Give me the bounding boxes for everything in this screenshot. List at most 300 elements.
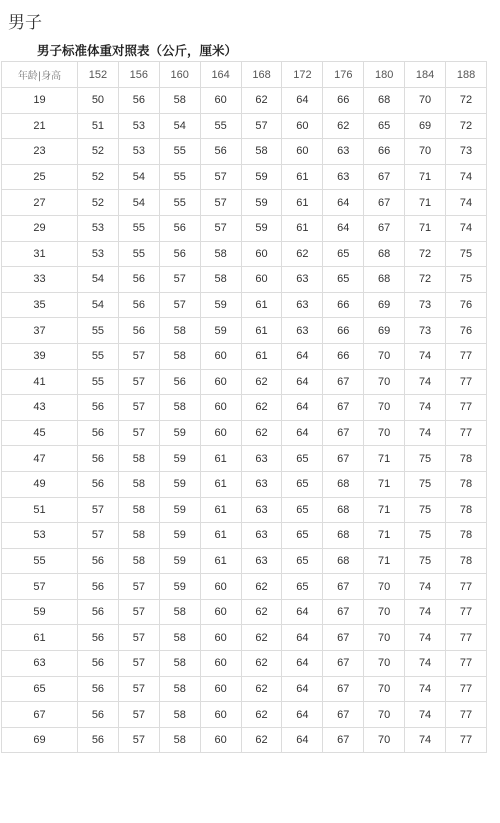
weight-cell: 66 bbox=[323, 292, 364, 318]
table-row bbox=[2, 113, 487, 139]
weight-cell: 67 bbox=[323, 676, 364, 702]
weight-cell: 65 bbox=[282, 574, 323, 600]
weight-cell: 56 bbox=[78, 574, 119, 600]
weight-cell: 64 bbox=[282, 343, 323, 369]
weight-cell: 63 bbox=[323, 164, 364, 190]
weight-cell: 55 bbox=[78, 369, 119, 395]
age-cell: 27 bbox=[2, 190, 78, 216]
weight-cell: 63 bbox=[282, 318, 323, 344]
weight-cell: 50 bbox=[78, 88, 119, 114]
weight-cell: 63 bbox=[241, 523, 282, 549]
weight-cell: 68 bbox=[364, 241, 405, 267]
weight-cell: 60 bbox=[200, 343, 241, 369]
weight-cell: 74 bbox=[405, 702, 446, 728]
weight-cell: 63 bbox=[241, 446, 282, 472]
weight-cell: 57 bbox=[200, 190, 241, 216]
weight-cell: 78 bbox=[446, 471, 487, 497]
weight-cell: 65 bbox=[282, 446, 323, 472]
weight-cell: 67 bbox=[323, 651, 364, 677]
age-cell: 59 bbox=[2, 599, 78, 625]
weight-cell: 62 bbox=[282, 241, 323, 267]
weight-cell: 58 bbox=[159, 727, 200, 753]
weight-cell: 78 bbox=[446, 523, 487, 549]
weight-cell: 70 bbox=[364, 599, 405, 625]
weight-cell: 75 bbox=[446, 267, 487, 293]
weight-cell: 60 bbox=[200, 625, 241, 651]
weight-cell: 58 bbox=[118, 446, 159, 472]
weight-cell: 71 bbox=[405, 190, 446, 216]
weight-cell: 60 bbox=[200, 395, 241, 421]
age-cell: 61 bbox=[2, 625, 78, 651]
weight-cell: 75 bbox=[405, 497, 446, 523]
weight-cell: 70 bbox=[364, 420, 405, 446]
weight-cell: 75 bbox=[446, 241, 487, 267]
weight-cell: 77 bbox=[446, 702, 487, 728]
weight-cell: 60 bbox=[200, 702, 241, 728]
weight-cell: 74 bbox=[405, 599, 446, 625]
table-row bbox=[2, 727, 487, 753]
weight-cell: 72 bbox=[446, 88, 487, 114]
age-cell: 39 bbox=[2, 343, 78, 369]
weight-cell: 54 bbox=[118, 190, 159, 216]
weight-cell: 74 bbox=[446, 190, 487, 216]
weight-cell: 58 bbox=[159, 676, 200, 702]
age-cell: 25 bbox=[2, 164, 78, 190]
weight-cell: 53 bbox=[118, 113, 159, 139]
weight-cell: 57 bbox=[118, 574, 159, 600]
weight-cell: 58 bbox=[200, 241, 241, 267]
weight-cell: 73 bbox=[446, 139, 487, 165]
weight-cell: 77 bbox=[446, 727, 487, 753]
weight-cell: 62 bbox=[241, 599, 282, 625]
weight-cell: 63 bbox=[241, 471, 282, 497]
weight-table bbox=[1, 61, 487, 753]
height-header: 164 bbox=[200, 62, 241, 88]
weight-cell: 61 bbox=[200, 446, 241, 472]
age-cell: 37 bbox=[2, 318, 78, 344]
table-row bbox=[2, 497, 487, 523]
height-header: 176 bbox=[323, 62, 364, 88]
weight-cell: 58 bbox=[159, 702, 200, 728]
weight-cell: 73 bbox=[405, 318, 446, 344]
weight-cell: 77 bbox=[446, 625, 487, 651]
table-body bbox=[2, 88, 487, 753]
weight-cell: 68 bbox=[323, 471, 364, 497]
weight-cell: 56 bbox=[118, 318, 159, 344]
weight-cell: 62 bbox=[241, 369, 282, 395]
weight-cell: 56 bbox=[159, 369, 200, 395]
age-cell: 21 bbox=[2, 113, 78, 139]
weight-cell: 64 bbox=[282, 727, 323, 753]
weight-cell: 64 bbox=[282, 676, 323, 702]
weight-cell: 78 bbox=[446, 497, 487, 523]
age-cell: 51 bbox=[2, 497, 78, 523]
weight-cell: 60 bbox=[200, 727, 241, 753]
weight-cell: 64 bbox=[282, 369, 323, 395]
age-cell: 41 bbox=[2, 369, 78, 395]
weight-cell: 67 bbox=[364, 215, 405, 241]
age-cell: 55 bbox=[2, 548, 78, 574]
weight-cell: 74 bbox=[405, 343, 446, 369]
weight-cell: 74 bbox=[405, 574, 446, 600]
weight-cell: 58 bbox=[159, 88, 200, 114]
weight-cell: 60 bbox=[282, 113, 323, 139]
age-cell: 29 bbox=[2, 215, 78, 241]
weight-cell: 57 bbox=[241, 113, 282, 139]
table-row bbox=[2, 548, 487, 574]
weight-cell: 57 bbox=[118, 702, 159, 728]
weight-cell: 65 bbox=[323, 241, 364, 267]
weight-cell: 60 bbox=[282, 139, 323, 165]
weight-cell: 58 bbox=[159, 343, 200, 369]
weight-cell: 61 bbox=[200, 497, 241, 523]
weight-cell: 74 bbox=[405, 369, 446, 395]
weight-cell: 68 bbox=[364, 88, 405, 114]
weight-cell: 56 bbox=[78, 625, 119, 651]
weight-cell: 58 bbox=[118, 548, 159, 574]
weight-cell: 59 bbox=[200, 318, 241, 344]
weight-cell: 71 bbox=[364, 471, 405, 497]
weight-cell: 54 bbox=[78, 292, 119, 318]
weight-cell: 78 bbox=[446, 446, 487, 472]
weight-cell: 61 bbox=[282, 164, 323, 190]
weight-cell: 61 bbox=[282, 215, 323, 241]
weight-cell: 61 bbox=[200, 471, 241, 497]
table-title: 男子标准体重对照表（公斤，厘米） bbox=[37, 43, 238, 58]
weight-cell: 56 bbox=[78, 446, 119, 472]
table-row bbox=[2, 625, 487, 651]
weight-cell: 77 bbox=[446, 599, 487, 625]
weight-cell: 61 bbox=[241, 292, 282, 318]
weight-cell: 74 bbox=[405, 676, 446, 702]
weight-cell: 71 bbox=[405, 164, 446, 190]
weight-cell: 67 bbox=[323, 446, 364, 472]
weight-cell: 64 bbox=[282, 395, 323, 421]
weight-cell: 62 bbox=[323, 113, 364, 139]
weight-cell: 70 bbox=[405, 139, 446, 165]
age-cell: 23 bbox=[2, 139, 78, 165]
table-row bbox=[2, 446, 487, 472]
height-header: 156 bbox=[118, 62, 159, 88]
weight-cell: 77 bbox=[446, 574, 487, 600]
weight-cell: 57 bbox=[118, 343, 159, 369]
weight-cell: 55 bbox=[118, 215, 159, 241]
weight-cell: 63 bbox=[241, 548, 282, 574]
weight-cell: 68 bbox=[364, 267, 405, 293]
weight-cell: 56 bbox=[78, 548, 119, 574]
height-header: 160 bbox=[159, 62, 200, 88]
weight-cell: 70 bbox=[364, 369, 405, 395]
weight-cell: 67 bbox=[323, 599, 364, 625]
weight-cell: 60 bbox=[241, 241, 282, 267]
weight-cell: 63 bbox=[323, 139, 364, 165]
table-row bbox=[2, 395, 487, 421]
weight-cell: 62 bbox=[241, 727, 282, 753]
weight-cell: 71 bbox=[364, 497, 405, 523]
weight-cell: 74 bbox=[405, 625, 446, 651]
weight-cell: 67 bbox=[364, 164, 405, 190]
weight-cell: 54 bbox=[78, 267, 119, 293]
weight-cell: 64 bbox=[282, 651, 323, 677]
weight-cell: 55 bbox=[200, 113, 241, 139]
weight-cell: 65 bbox=[282, 471, 323, 497]
page-heading: 男子 bbox=[8, 13, 42, 33]
weight-cell: 58 bbox=[159, 625, 200, 651]
weight-cell: 66 bbox=[323, 343, 364, 369]
weight-cell: 64 bbox=[282, 420, 323, 446]
height-header: 184 bbox=[405, 62, 446, 88]
weight-cell: 74 bbox=[405, 651, 446, 677]
weight-cell: 67 bbox=[364, 190, 405, 216]
age-cell: 45 bbox=[2, 420, 78, 446]
weight-cell: 58 bbox=[118, 497, 159, 523]
weight-cell: 56 bbox=[78, 420, 119, 446]
weight-cell: 61 bbox=[282, 190, 323, 216]
weight-cell: 67 bbox=[323, 727, 364, 753]
table-row bbox=[2, 471, 487, 497]
weight-cell: 56 bbox=[118, 267, 159, 293]
weight-cell: 77 bbox=[446, 343, 487, 369]
weight-cell: 59 bbox=[159, 548, 200, 574]
weight-cell: 66 bbox=[364, 139, 405, 165]
weight-cell: 62 bbox=[241, 702, 282, 728]
weight-cell: 56 bbox=[78, 395, 119, 421]
weight-cell: 62 bbox=[241, 88, 282, 114]
weight-cell: 58 bbox=[118, 523, 159, 549]
weight-cell: 58 bbox=[118, 471, 159, 497]
weight-cell: 56 bbox=[78, 727, 119, 753]
weight-cell: 70 bbox=[364, 343, 405, 369]
age-cell: 19 bbox=[2, 88, 78, 114]
table-row bbox=[2, 599, 487, 625]
weight-cell: 60 bbox=[200, 651, 241, 677]
weight-cell: 56 bbox=[159, 241, 200, 267]
table-row bbox=[2, 676, 487, 702]
weight-cell: 78 bbox=[446, 548, 487, 574]
weight-cell: 74 bbox=[446, 164, 487, 190]
weight-cell: 55 bbox=[159, 164, 200, 190]
table-row bbox=[2, 369, 487, 395]
weight-cell: 57 bbox=[118, 420, 159, 446]
table-row bbox=[2, 343, 487, 369]
weight-cell: 72 bbox=[446, 113, 487, 139]
weight-cell: 71 bbox=[364, 523, 405, 549]
table-row bbox=[2, 88, 487, 114]
age-cell: 65 bbox=[2, 676, 78, 702]
weight-cell: 60 bbox=[200, 599, 241, 625]
height-header: 188 bbox=[446, 62, 487, 88]
height-header: 168 bbox=[241, 62, 282, 88]
weight-cell: 59 bbox=[159, 471, 200, 497]
weight-cell: 63 bbox=[282, 267, 323, 293]
age-cell: 35 bbox=[2, 292, 78, 318]
table-row bbox=[2, 215, 487, 241]
weight-cell: 62 bbox=[241, 625, 282, 651]
weight-cell: 58 bbox=[159, 318, 200, 344]
weight-cell: 70 bbox=[364, 676, 405, 702]
weight-cell: 65 bbox=[364, 113, 405, 139]
weight-cell: 56 bbox=[78, 599, 119, 625]
weight-cell: 60 bbox=[200, 676, 241, 702]
weight-cell: 67 bbox=[323, 420, 364, 446]
weight-cell: 65 bbox=[323, 267, 364, 293]
weight-cell: 59 bbox=[241, 215, 282, 241]
weight-cell: 53 bbox=[78, 241, 119, 267]
weight-cell: 52 bbox=[78, 190, 119, 216]
weight-cell: 76 bbox=[446, 318, 487, 344]
weight-cell: 61 bbox=[241, 318, 282, 344]
weight-cell: 62 bbox=[241, 574, 282, 600]
weight-cell: 52 bbox=[78, 164, 119, 190]
weight-cell: 75 bbox=[405, 471, 446, 497]
weight-cell: 77 bbox=[446, 420, 487, 446]
weight-cell: 71 bbox=[364, 548, 405, 574]
weight-cell: 58 bbox=[200, 267, 241, 293]
age-cell: 57 bbox=[2, 574, 78, 600]
weight-cell: 64 bbox=[323, 215, 364, 241]
weight-cell: 74 bbox=[446, 215, 487, 241]
weight-cell: 61 bbox=[200, 523, 241, 549]
weight-cell: 59 bbox=[159, 497, 200, 523]
weight-cell: 75 bbox=[405, 548, 446, 574]
weight-cell: 71 bbox=[405, 215, 446, 241]
weight-cell: 62 bbox=[241, 420, 282, 446]
weight-cell: 62 bbox=[241, 395, 282, 421]
weight-cell: 57 bbox=[200, 215, 241, 241]
weight-cell: 70 bbox=[405, 88, 446, 114]
age-cell: 33 bbox=[2, 267, 78, 293]
height-header: 180 bbox=[364, 62, 405, 88]
weight-cell: 56 bbox=[78, 651, 119, 677]
weight-cell: 61 bbox=[241, 343, 282, 369]
age-cell: 69 bbox=[2, 727, 78, 753]
weight-cell: 67 bbox=[323, 625, 364, 651]
age-cell: 67 bbox=[2, 702, 78, 728]
weight-cell: 57 bbox=[118, 395, 159, 421]
weight-cell: 60 bbox=[241, 267, 282, 293]
weight-cell: 61 bbox=[200, 548, 241, 574]
weight-cell: 62 bbox=[241, 651, 282, 677]
corner-header: 年龄|身高 bbox=[2, 62, 78, 88]
weight-cell: 65 bbox=[282, 523, 323, 549]
weight-cell: 60 bbox=[200, 420, 241, 446]
weight-cell: 66 bbox=[323, 88, 364, 114]
weight-cell: 54 bbox=[118, 164, 159, 190]
height-header: 152 bbox=[78, 62, 119, 88]
height-header: 172 bbox=[282, 62, 323, 88]
weight-cell: 59 bbox=[241, 190, 282, 216]
weight-cell: 70 bbox=[364, 727, 405, 753]
weight-cell: 67 bbox=[323, 369, 364, 395]
weight-cell: 58 bbox=[159, 651, 200, 677]
weight-cell: 56 bbox=[118, 292, 159, 318]
table-row bbox=[2, 420, 487, 446]
weight-cell: 55 bbox=[159, 139, 200, 165]
age-cell: 63 bbox=[2, 651, 78, 677]
age-cell: 53 bbox=[2, 523, 78, 549]
weight-cell: 69 bbox=[405, 113, 446, 139]
weight-cell: 59 bbox=[159, 420, 200, 446]
weight-cell: 55 bbox=[159, 190, 200, 216]
weight-cell: 72 bbox=[405, 267, 446, 293]
weight-cell: 53 bbox=[78, 215, 119, 241]
weight-cell: 66 bbox=[323, 318, 364, 344]
weight-cell: 77 bbox=[446, 676, 487, 702]
weight-cell: 60 bbox=[200, 369, 241, 395]
weight-cell: 57 bbox=[118, 599, 159, 625]
weight-cell: 74 bbox=[405, 420, 446, 446]
weight-cell: 64 bbox=[282, 599, 323, 625]
weight-cell: 77 bbox=[446, 651, 487, 677]
age-cell: 43 bbox=[2, 395, 78, 421]
weight-cell: 63 bbox=[241, 497, 282, 523]
weight-cell: 64 bbox=[323, 190, 364, 216]
table-row bbox=[2, 702, 487, 728]
weight-cell: 67 bbox=[323, 574, 364, 600]
weight-cell: 69 bbox=[364, 318, 405, 344]
table-row bbox=[2, 267, 487, 293]
weight-cell: 64 bbox=[282, 625, 323, 651]
weight-cell: 57 bbox=[78, 497, 119, 523]
weight-cell: 76 bbox=[446, 292, 487, 318]
weight-cell: 63 bbox=[282, 292, 323, 318]
table-row bbox=[2, 190, 487, 216]
weight-cell: 64 bbox=[282, 88, 323, 114]
weight-cell: 56 bbox=[78, 676, 119, 702]
weight-cell: 55 bbox=[78, 343, 119, 369]
weight-cell: 64 bbox=[282, 702, 323, 728]
weight-cell: 59 bbox=[159, 446, 200, 472]
weight-cell: 57 bbox=[159, 292, 200, 318]
age-cell: 47 bbox=[2, 446, 78, 472]
weight-cell: 70 bbox=[364, 625, 405, 651]
weight-cell: 70 bbox=[364, 651, 405, 677]
weight-cell: 54 bbox=[159, 113, 200, 139]
weight-cell: 58 bbox=[241, 139, 282, 165]
table-row bbox=[2, 523, 487, 549]
weight-cell: 56 bbox=[78, 471, 119, 497]
weight-cell: 53 bbox=[118, 139, 159, 165]
weight-cell: 75 bbox=[405, 446, 446, 472]
table-row bbox=[2, 574, 487, 600]
weight-cell: 67 bbox=[323, 702, 364, 728]
weight-cell: 68 bbox=[323, 497, 364, 523]
weight-cell: 59 bbox=[241, 164, 282, 190]
age-cell: 49 bbox=[2, 471, 78, 497]
weight-cell: 57 bbox=[78, 523, 119, 549]
header-row bbox=[2, 62, 487, 88]
weight-cell: 65 bbox=[282, 497, 323, 523]
weight-cell: 56 bbox=[118, 88, 159, 114]
age-cell: 31 bbox=[2, 241, 78, 267]
weight-cell: 51 bbox=[78, 113, 119, 139]
weight-cell: 60 bbox=[200, 574, 241, 600]
weight-cell: 70 bbox=[364, 702, 405, 728]
weight-cell: 57 bbox=[118, 676, 159, 702]
weight-cell: 58 bbox=[159, 395, 200, 421]
weight-cell: 60 bbox=[200, 88, 241, 114]
weight-cell: 57 bbox=[118, 651, 159, 677]
table-row bbox=[2, 651, 487, 677]
weight-cell: 68 bbox=[323, 523, 364, 549]
weight-cell: 68 bbox=[323, 548, 364, 574]
weight-cell: 70 bbox=[364, 395, 405, 421]
weight-cell: 67 bbox=[323, 395, 364, 421]
weight-cell: 72 bbox=[405, 241, 446, 267]
table-row bbox=[2, 164, 487, 190]
weight-cell: 58 bbox=[159, 599, 200, 625]
weight-cell: 69 bbox=[364, 292, 405, 318]
